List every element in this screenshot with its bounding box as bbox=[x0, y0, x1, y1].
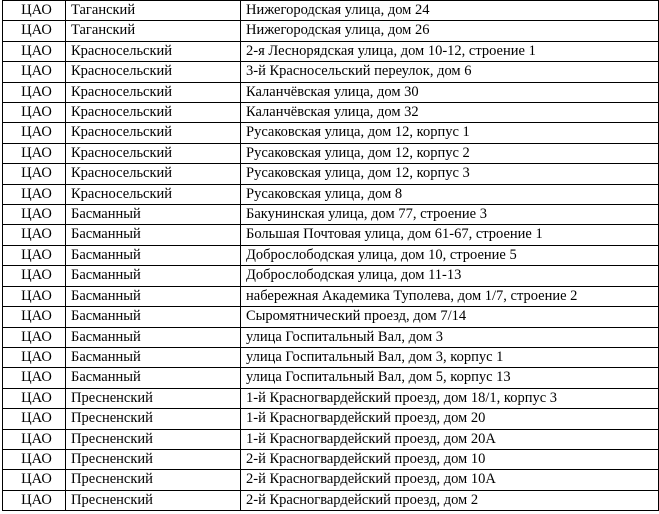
address-cell: 2-я Леснорядская улица, дом 10-12, строение 1 bbox=[241, 41, 659, 61]
district-cell: Басманный bbox=[66, 307, 241, 327]
okrug-cell: ЦАО bbox=[3, 62, 66, 82]
table-row bbox=[3, 143, 659, 163]
address-cell: улица Госпитальный Вал, дом 5, корпус 13 bbox=[241, 368, 659, 388]
address-cell: набережная Академика Туполева, дом 1/7, строение 2 bbox=[241, 286, 659, 306]
okrug-cell: ЦАО bbox=[3, 327, 66, 347]
district-cell: Красносельский bbox=[66, 184, 241, 204]
district-cell: Пресненский bbox=[66, 409, 241, 429]
address-cell: Бакунинская улица, дом 77, строение 3 bbox=[241, 205, 659, 225]
okrug-cell: ЦАО bbox=[3, 82, 66, 102]
address-cell: Русаковская улица, дом 8 bbox=[241, 184, 659, 204]
table-row bbox=[3, 164, 659, 184]
district-cell: Басманный bbox=[66, 205, 241, 225]
table-row bbox=[3, 470, 659, 490]
address-cell: Каланчёвская улица, дом 30 bbox=[241, 82, 659, 102]
address-cell: Русаковская улица, дом 12, корпус 2 bbox=[241, 143, 659, 163]
okrug-cell: ЦАО bbox=[3, 266, 66, 286]
district-cell: Таганский bbox=[66, 21, 241, 41]
address-cell: 3-й Красносельский переулок, дом 6 bbox=[241, 62, 659, 82]
table-row bbox=[3, 1, 659, 21]
district-cell: Красносельский bbox=[66, 103, 241, 123]
address-cell: 1-й Красногвардейский проезд, дом 20 bbox=[241, 409, 659, 429]
okrug-cell: ЦАО bbox=[3, 368, 66, 388]
table-row bbox=[3, 368, 659, 388]
address-cell: 2-й Красногвардейский проезд, дом 2 bbox=[241, 490, 659, 510]
district-cell: Красносельский bbox=[66, 123, 241, 143]
table-row bbox=[3, 347, 659, 367]
district-cell: Басманный bbox=[66, 266, 241, 286]
address-cell: Нижегородская улица, дом 26 bbox=[241, 21, 659, 41]
district-cell: Басманный bbox=[66, 286, 241, 306]
okrug-cell: ЦАО bbox=[3, 409, 66, 429]
table-row bbox=[3, 62, 659, 82]
table-row bbox=[3, 123, 659, 143]
district-cell: Басманный bbox=[66, 327, 241, 347]
table-row bbox=[3, 225, 659, 245]
table-row bbox=[3, 184, 659, 204]
okrug-cell: ЦАО bbox=[3, 21, 66, 41]
okrug-cell: ЦАО bbox=[3, 490, 66, 510]
okrug-cell: ЦАО bbox=[3, 245, 66, 265]
address-cell: улица Госпитальный Вал, дом 3, корпус 1 bbox=[241, 347, 659, 367]
table-row bbox=[3, 21, 659, 41]
okrug-cell: ЦАО bbox=[3, 123, 66, 143]
okrug-cell: ЦАО bbox=[3, 388, 66, 408]
district-cell: Пресненский bbox=[66, 429, 241, 449]
table-row bbox=[3, 245, 659, 265]
table-row bbox=[3, 490, 659, 510]
address-cell: Русаковская улица, дом 12, корпус 3 bbox=[241, 164, 659, 184]
okrug-cell: ЦАО bbox=[3, 225, 66, 245]
table-row bbox=[3, 307, 659, 327]
address-cell: 2-й Красногвардейский проезд, дом 10А bbox=[241, 470, 659, 490]
address-cell: Большая Почтовая улица, дом 61-67, строение 1 bbox=[241, 225, 659, 245]
district-cell: Басманный bbox=[66, 245, 241, 265]
district-cell: Пресненский bbox=[66, 470, 241, 490]
district-cell: Басманный bbox=[66, 225, 241, 245]
address-cell: 1-й Красногвардейский проезд, дом 18/1, корпус 3 bbox=[241, 388, 659, 408]
table-row bbox=[3, 286, 659, 306]
okrug-cell: ЦАО bbox=[3, 103, 66, 123]
district-cell: Красносельский bbox=[66, 164, 241, 184]
table-row bbox=[3, 266, 659, 286]
district-cell: Басманный bbox=[66, 347, 241, 367]
table-row bbox=[3, 41, 659, 61]
okrug-cell: ЦАО bbox=[3, 286, 66, 306]
address-cell: Русаковская улица, дом 12, корпус 1 bbox=[241, 123, 659, 143]
table-row bbox=[3, 449, 659, 469]
table-row bbox=[3, 103, 659, 123]
address-cell: Доброслободская улица, дом 10, строение 5 bbox=[241, 245, 659, 265]
address-cell: Доброслободская улица, дом 11-13 bbox=[241, 266, 659, 286]
address-cell: улица Госпитальный Вал, дом 3 bbox=[241, 327, 659, 347]
table-row bbox=[3, 429, 659, 449]
address-cell: 1-й Красногвардейский проезд, дом 20А bbox=[241, 429, 659, 449]
district-cell: Красносельский bbox=[66, 62, 241, 82]
okrug-cell: ЦАО bbox=[3, 143, 66, 163]
address-table bbox=[2, 0, 659, 511]
okrug-cell: ЦАО bbox=[3, 205, 66, 225]
okrug-cell: ЦАО bbox=[3, 449, 66, 469]
okrug-cell: ЦАО bbox=[3, 429, 66, 449]
okrug-cell: ЦАО bbox=[3, 164, 66, 184]
district-cell: Басманный bbox=[66, 368, 241, 388]
table-row bbox=[3, 205, 659, 225]
address-table-body bbox=[3, 1, 659, 511]
district-cell: Красносельский bbox=[66, 143, 241, 163]
okrug-cell: ЦАО bbox=[3, 1, 66, 21]
district-cell: Красносельский bbox=[66, 41, 241, 61]
address-cell: Нижегородская улица, дом 24 bbox=[241, 1, 659, 21]
district-cell: Пресненский bbox=[66, 388, 241, 408]
district-cell: Красносельский bbox=[66, 82, 241, 102]
table-row bbox=[3, 409, 659, 429]
district-cell: Пресненский bbox=[66, 449, 241, 469]
address-cell: Каланчёвская улица, дом 32 bbox=[241, 103, 659, 123]
table-row bbox=[3, 388, 659, 408]
table-row bbox=[3, 82, 659, 102]
okrug-cell: ЦАО bbox=[3, 41, 66, 61]
okrug-cell: ЦАО bbox=[3, 307, 66, 327]
okrug-cell: ЦАО bbox=[3, 470, 66, 490]
table-row bbox=[3, 327, 659, 347]
district-cell: Пресненский bbox=[66, 490, 241, 510]
district-cell: Таганский bbox=[66, 1, 241, 21]
okrug-cell: ЦАО bbox=[3, 347, 66, 367]
okrug-cell: ЦАО bbox=[3, 184, 66, 204]
address-cell: 2-й Красногвардейский проезд, дом 10 bbox=[241, 449, 659, 469]
address-cell: Сыромятнический проезд, дом 7/14 bbox=[241, 307, 659, 327]
